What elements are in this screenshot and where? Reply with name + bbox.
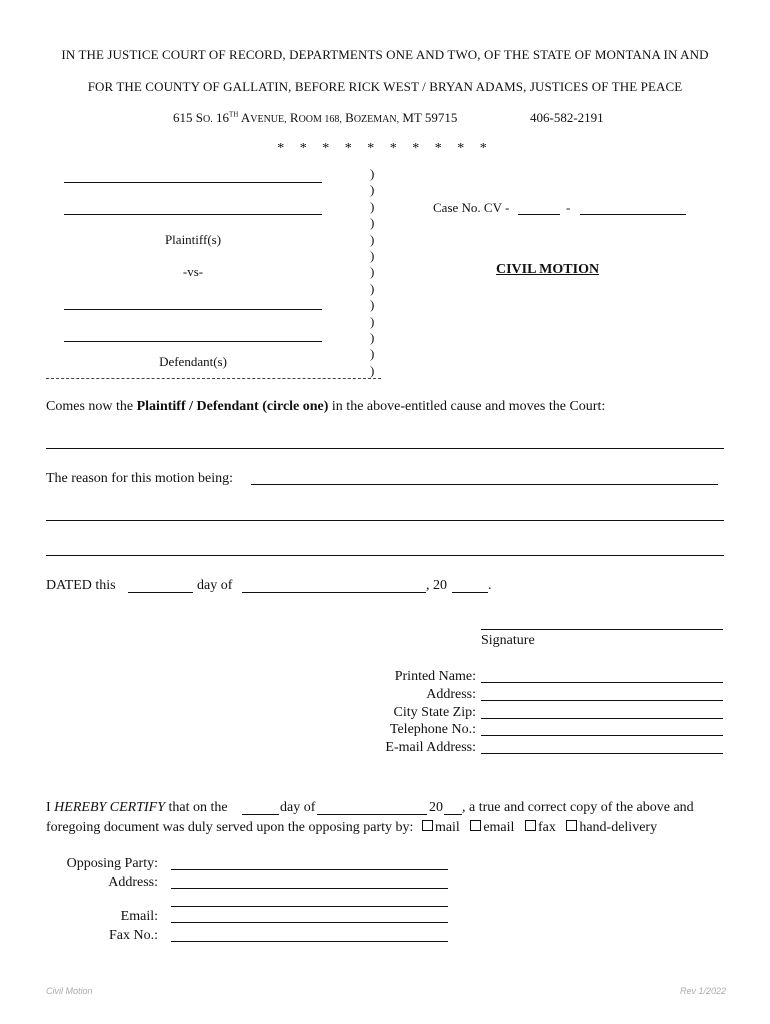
motion-line-1[interactable] xyxy=(46,448,724,449)
dated-year-prefix: , 20 xyxy=(426,578,447,593)
defendant-line-1[interactable] xyxy=(64,309,322,310)
plaintiff-line-1[interactable] xyxy=(64,182,322,183)
telephone-field[interactable] xyxy=(481,735,723,736)
plaintiff-line-2[interactable] xyxy=(64,214,322,215)
mail-option[interactable]: mail xyxy=(422,820,460,835)
email-checkbox[interactable] xyxy=(470,820,481,831)
email-option[interactable]: email xyxy=(470,820,514,835)
dated-day-of: day of xyxy=(197,578,233,593)
printed-name-field[interactable] xyxy=(481,682,723,683)
opposing-address-field-1[interactable] xyxy=(171,888,448,889)
opposing-address-field-2[interactable] xyxy=(171,906,448,907)
certify-prefix: I HEREBY CERTIFY that on the xyxy=(46,800,228,815)
opposing-party-field[interactable] xyxy=(171,869,448,870)
signature-line[interactable] xyxy=(481,629,723,630)
hand-delivery-option[interactable]: hand-delivery xyxy=(566,820,657,835)
dated-month-field[interactable] xyxy=(242,592,426,593)
opposing-email-field[interactable] xyxy=(171,922,448,923)
document-title: CIVIL MOTION xyxy=(496,262,600,277)
opposing-party-label: Opposing Party: xyxy=(66,856,158,871)
footer-form-name: Civil Motion xyxy=(46,986,93,996)
opposing-email-label: Email: xyxy=(120,909,158,924)
email-address-field[interactable] xyxy=(481,753,723,754)
fax-checkbox[interactable] xyxy=(525,820,536,831)
printed-name-label: Printed Name: xyxy=(394,669,476,684)
court-header-line-2: FOR THE COUNTY OF GALLATIN, BEFORE RICK WEST / BRYAN ADAMS, JUSTICES OF THE PEACE xyxy=(87,79,683,94)
opposing-fax-label: Fax No.: xyxy=(109,928,158,943)
served-by-text: foregoing document was duly served upon the opposing party by: xyxy=(46,820,414,835)
dated-period: . xyxy=(488,578,492,593)
reason-line-2[interactable] xyxy=(46,520,724,521)
telephone-label: Telephone No.: xyxy=(389,722,476,737)
signature-label: Signature xyxy=(481,633,535,648)
case-number-dash: - xyxy=(566,200,571,215)
footer-revision: Rev 1/2022 xyxy=(680,986,727,996)
plaintiff-label: Plaintiff(s) xyxy=(164,232,222,247)
certify-year-prefix: 20 xyxy=(429,800,443,815)
opposing-address-label: Address: xyxy=(108,875,158,890)
city-state-zip-field[interactable] xyxy=(481,718,723,719)
fax-option[interactable]: fax xyxy=(525,820,556,835)
caption-parentheses: ) ) ) ) ) ) ) ) ) ) ) ) ) xyxy=(370,166,375,378)
reason-line-3[interactable] xyxy=(46,555,724,556)
case-number-field-1[interactable] xyxy=(518,214,560,215)
certify-month-field[interactable] xyxy=(317,814,427,815)
court-address: 615 SO. 16TH AVENUE, ROOM 168, BOZEMAN, MT 59715 xyxy=(173,110,458,125)
certify-day-of: day of xyxy=(280,800,316,815)
reason-label: The reason for this motion being: xyxy=(46,471,234,486)
case-number-field-2[interactable] xyxy=(580,214,686,215)
certify-day-field[interactable] xyxy=(242,814,279,815)
court-phone: 406-582-2191 xyxy=(530,110,604,125)
dated-label: DATED this xyxy=(46,578,116,593)
city-state-zip-label: City State Zip: xyxy=(393,705,476,720)
reason-field[interactable] xyxy=(251,484,718,485)
address-label: Address: xyxy=(426,687,476,702)
service-methods-line xyxy=(46,820,657,836)
case-number-label: Case No. CV - xyxy=(433,200,510,215)
court-header-line-1: IN THE JUSTICE COURT OF RECORD, DEPARTMENTS ONE AND TWO, OF THE STATE OF MONTANA IN AND xyxy=(61,47,709,62)
comes-now-text: Comes now the Plaintiff / Defendant (circle one) in the above-entitled cause and moves the Court: xyxy=(46,399,606,414)
email-address-label: E-mail Address: xyxy=(385,740,476,755)
caption-bottom-divider xyxy=(46,378,381,379)
opposing-fax-field[interactable] xyxy=(171,941,448,942)
certify-text-end: , a true and correct copy of the above and xyxy=(462,800,694,815)
star-divider: * * * * * * * * * * xyxy=(277,141,493,156)
hand-delivery-checkbox[interactable] xyxy=(566,820,577,831)
defendant-line-2[interactable] xyxy=(64,341,322,342)
mail-checkbox[interactable] xyxy=(422,820,433,831)
dated-day-field[interactable] xyxy=(128,592,193,593)
address-field[interactable] xyxy=(481,700,723,701)
dated-year-field[interactable] xyxy=(452,592,488,593)
certify-year-field[interactable] xyxy=(444,814,462,815)
defendant-label: Defendant(s) xyxy=(159,354,227,369)
vs-label: -vs- xyxy=(182,264,204,279)
